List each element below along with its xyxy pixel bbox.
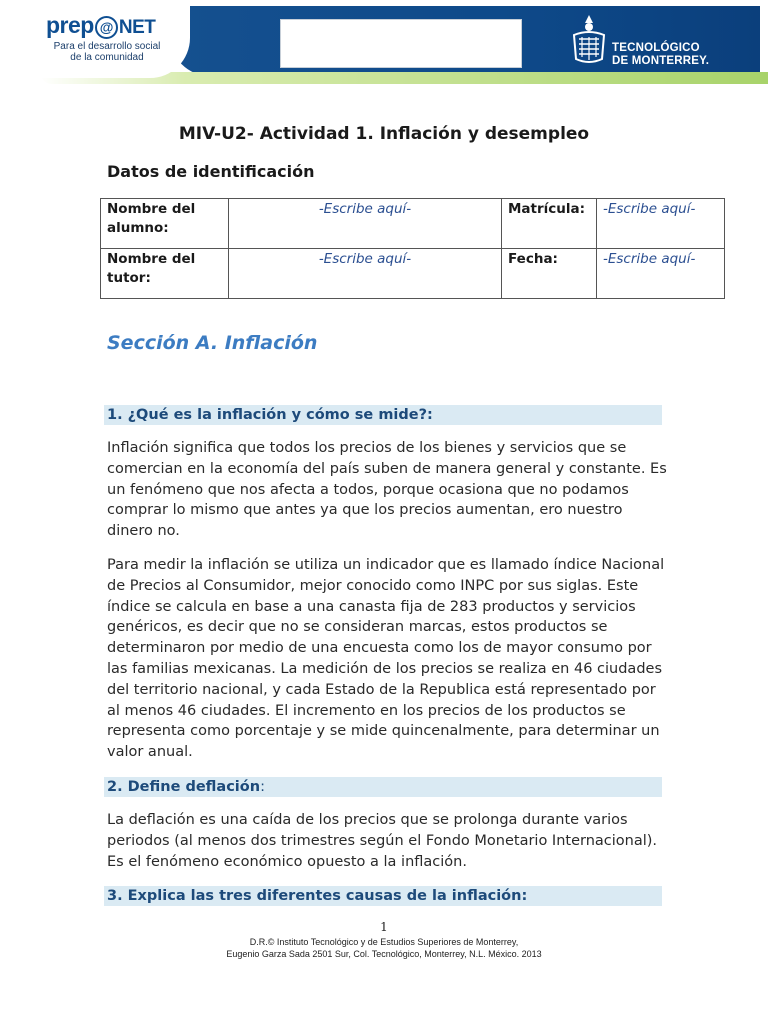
- question-1-heading: 1. ¿Qué es la inflación y cómo se mide?:: [104, 405, 662, 425]
- answer-1-paragraph-1: Inflación significa que todos los precios de los bienes y servicios que se comercian en la economía del país suben de manera general y constante. Es un fenómeno que nos afecta a todos, porque ocasiona que no podamos comprar lo mismo que antes ya que los precios aumentan, ero nuestro dinero no.: [107, 440, 667, 540]
- logo-at-icon: @: [95, 16, 118, 39]
- institution-line-2: DE MONTERREY.: [612, 54, 710, 67]
- header-blank-box: [280, 19, 522, 68]
- logo-word-prep: prep: [46, 12, 94, 38]
- student-name-field[interactable]: -Escribe aquí-: [229, 199, 502, 249]
- copyright-footer: [0, 936, 768, 960]
- table-row: [101, 199, 725, 249]
- institution-name: [612, 42, 709, 67]
- answer-1-paragraph-2: Para medir la inflación se utiliza un indicador que es llamado índice Nacional de Precios al Consumidor, mejor conocido como INPC por sus siglas. Este índice se calcula en base a una canasta fija de 283 productos y servicios genéricos, es decir que no se consideran marcas, estos productos se determinaron por medio de una encuesta como los de mayor consumo por las familias mexicanas. La medición de los precios se realiza en 46 ciudades del territorio nacional, y cada Estado de la Republica está representado por al menos 46 ciudades. El incremento en los precios de los productos se representa como porcentaje y se mide quincenalmente, para determinar un valor anual.: [107, 557, 665, 761]
- document-title: MIV-U2- Actividad 1. Inflación y desempleo: [178, 124, 590, 144]
- identification-table: [100, 198, 725, 299]
- page-header: [0, 0, 768, 86]
- prepanet-logo: [46, 12, 172, 72]
- identification-heading: Datos de identificación: [107, 162, 315, 181]
- date-label: Fecha:: [502, 249, 597, 299]
- page-number: 1: [380, 920, 388, 934]
- date-field[interactable]: -Escribe aquí-: [597, 249, 725, 299]
- prepanet-wordmark: [46, 12, 172, 41]
- logo-word-net: NET: [118, 17, 156, 38]
- student-name-label: Nombre del alumno:: [101, 199, 229, 249]
- tutor-name-field[interactable]: -Escribe aquí-: [229, 249, 502, 299]
- institution-line-1: TECNOLÓGICO: [612, 42, 700, 54]
- answer-2-paragraph: La deflación es una caída de los precios que se prolonga durante varios periodos (al menos dos trimestres según el Fondo Monetario Internacional). Es el fenómeno económico opuesto a la inflación.: [107, 812, 658, 870]
- matricula-field[interactable]: -Escribe aquí-: [597, 199, 725, 249]
- table-row: [101, 249, 725, 299]
- tec-emblem-icon: [570, 13, 608, 67]
- question-3-heading: 3. Explica las tres diferentes causas de la inflación:: [104, 886, 662, 906]
- section-a-heading: Sección A. Inflación: [107, 332, 318, 354]
- footer-line-1: D.R.© Instituto Tecnológico y de Estudios Superiores de Monterrey,: [249, 937, 519, 947]
- logo-tagline-1: Para el desarrollo social: [53, 41, 161, 52]
- question-2-colon: :: [260, 779, 265, 795]
- footer-line-2: Eugenio Garza Sada 2501 Sur, Col. Tecnológico, Monterrey, N.L. México. 2013: [226, 949, 542, 959]
- matricula-label: Matrícula:: [502, 199, 597, 249]
- question-2-text: 2. Define deflación: [107, 779, 261, 795]
- question-2-heading: [104, 777, 662, 797]
- tutor-name-label: Nombre del tutor:: [101, 249, 229, 299]
- logo-tagline-2: de la comunidad: [70, 52, 144, 63]
